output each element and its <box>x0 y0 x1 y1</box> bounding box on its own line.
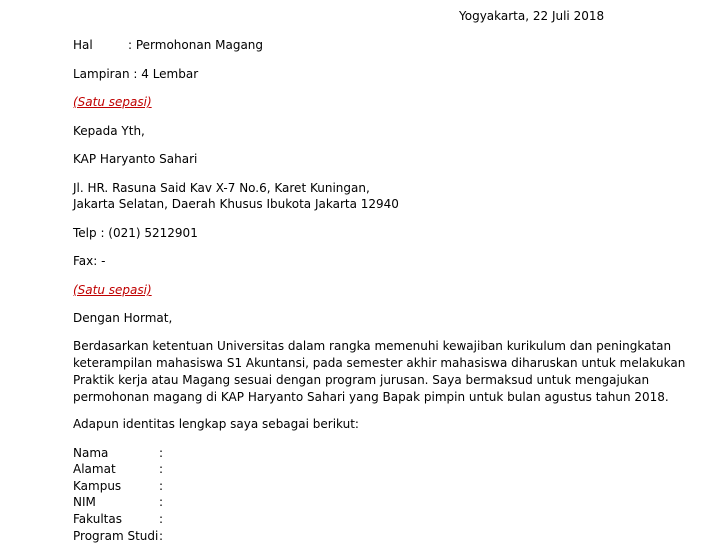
body-line: Praktik kerja atau Magang sesuai dengan program jurusan. Saya bermaksud untuk mengajukan <box>73 373 650 387</box>
greeting-to: Kepada Yth, <box>73 124 145 138</box>
identity-row-nim <box>73 494 163 510</box>
identity-label: Program Studi <box>73 529 159 543</box>
subject-label: Hal <box>73 38 93 52</box>
telephone: Telp : (021) 5212901 <box>73 226 198 240</box>
subject-line <box>73 37 263 53</box>
identity-colon: : <box>159 462 164 476</box>
body-line: Berdasarkan ketentuan Universitas dalam rangka memenuhi kewajiban kurikulum dan peningkatan <box>73 339 672 353</box>
identity-row-campus <box>73 478 163 494</box>
spacing-note: (Satu sepasi) <box>73 283 152 297</box>
address-line-1: Jl. HR. Rasuna Said Kav X-7 No.6, Karet Kuningan, <box>73 181 370 195</box>
identity-row-name <box>73 445 163 461</box>
identity-colon: : <box>159 529 164 543</box>
identity-label: NIM <box>73 495 96 509</box>
place-date: Yogyakarta, 22 Juli 2018 <box>459 9 605 23</box>
identity-label: Alamat <box>73 462 116 476</box>
identity-label: Kampus <box>73 479 122 493</box>
identity-row-faculty <box>73 511 163 527</box>
identity-colon: : <box>159 479 164 493</box>
identity-label: Nama <box>73 446 109 460</box>
address-line-2: Jakarta Selatan, Daerah Khusus Ibukota Jakarta 12940 <box>73 197 399 211</box>
body-line: permohonan magang di KAP Haryanto Sahari yang Bapak pimpin untuk bulan agustus tahun 2018. <box>73 390 669 404</box>
fax: Fax: - <box>73 254 106 268</box>
body-line: keterampilan mahasiswa S1 Akuntansi, pada semester akhir mahasiswa diharuskan untuk melakukan <box>73 356 686 370</box>
body-paragraph <box>73 338 686 406</box>
identity-colon: : <box>159 512 164 526</box>
spacing-note: (Satu sepasi) <box>73 95 152 109</box>
identity-row-address <box>73 461 163 477</box>
identity-row-study-program <box>73 528 163 544</box>
attachment-line: Lampiran : 4 Lembar <box>73 67 199 81</box>
identity-intro: Adapun identitas lengkap saya sebagai berikut: <box>73 417 359 431</box>
identity-colon: : <box>159 495 164 509</box>
identity-label: Fakultas <box>73 512 122 526</box>
subject-value: : Permohonan Magang <box>128 38 264 52</box>
salutation: Dengan Hormat, <box>73 311 173 325</box>
recipient-name: KAP Haryanto Sahari <box>73 152 198 166</box>
identity-colon: : <box>159 446 164 460</box>
